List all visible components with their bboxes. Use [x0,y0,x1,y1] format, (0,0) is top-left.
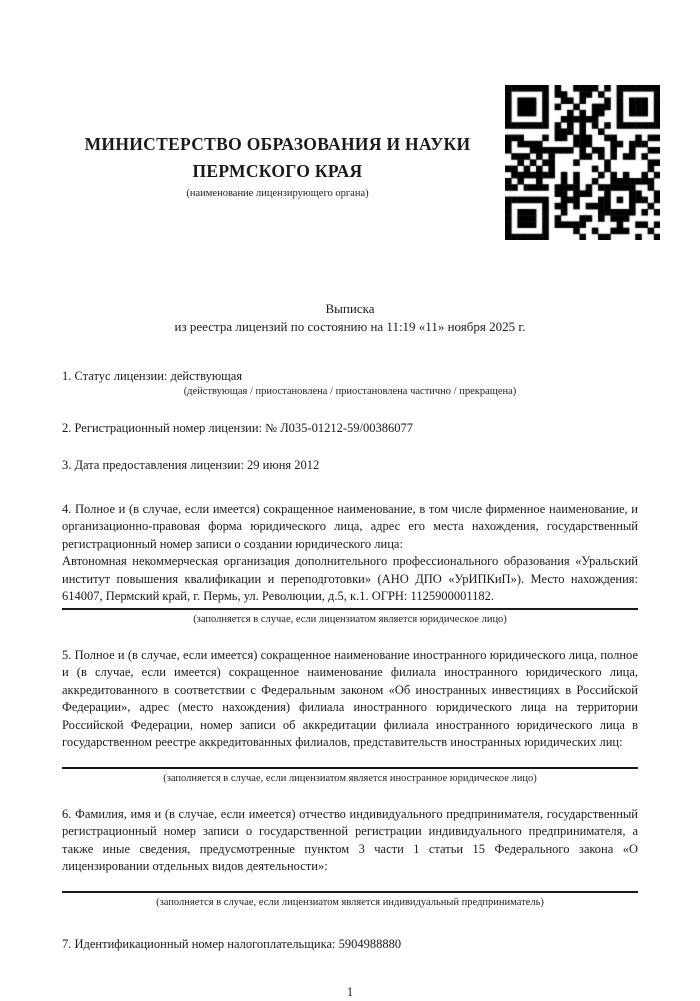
fill-line [62,608,638,610]
taxpayer-number-text: 7. Идентификационный номер налогоплательщика: 5904988880 [62,937,402,952]
registration-number-text: 2. Регистрационный номер лицензии: № Л035-01212-59/00386077 [62,420,413,435]
empty-answer-space [62,876,638,888]
title-line2: из реестра лицензий по состоянию на 11:19 «11» ноября 2025 г. [174,319,526,335]
license-date-text: 3. Дата предоставления лицензии: 29 июня 2012 [62,458,320,473]
document-title [0,300,700,337]
foreign-entity-question: 5. Полное и (в случае, если имеется) сокращенное наименование иностранного юридического лица, полное и (в случае, если имеется) сокращенное наименование филиала иностранного юридического лица, аккредитованного в соответствии с Федеральным законом «Об иностранных инвестициях в Российской Федерации», адрес (место нахождения) филиала иностранного юридического лица на территории Российской Федерации, номер записи об аккредитации филиала иностранного юридического лица в государственном реестре аккредитованных филиалов, представительств иностранных юридических лиц: [62,647,638,750]
empty-answer-space [62,752,638,764]
fill-line [62,767,638,769]
page-number: 1 [346,984,354,999]
item-license-status [62,368,638,400]
individual-entrepreneur-question: 6. Фамилия, имя и (в случае, если имеется) отчество индивидуального предпринимателя, государственный регистрационный номер записи о государственной регистрации индивидуального предпринимателя, а также иные сведения, предусмотренные пунктом 3 части 1 статьи 15 Федерального закона «О лицензировании отдельных видов деятельности»: [62,806,638,874]
item-taxpayer-number [62,936,638,954]
legal-entity-caption: (заполняется в случае, если лицензиатом является юридическое лицо) [193,613,507,625]
license-status-caption: (действующая / приостановлена / приостановлена частично / прекращена) [183,386,517,398]
individual-entrepreneur-caption: (заполняется в случае, если лицензиатом является индивидуальный предприниматель) [156,896,544,908]
legal-entity-question: 4. Полное и (в случае, если имеется) сокращенное наименование, в том числе фирменное наименование, и организационно-правовая форма юридического лица, адрес его места нахождения, государственный регистрационный номер записи о создании юридического лица: [62,501,638,551]
ministry-name-line2: ПЕРМСКОГО КРАЯ [192,161,363,182]
item-license-date [62,457,638,475]
ministry-name-line1: МИНИСТЕРСТВО ОБРАЗОВАНИЯ И НАУКИ [84,134,471,154]
license-status-text: 1. Статус лицензии: действующая [62,368,243,383]
document-header [0,0,700,240]
fill-line [62,891,638,893]
ministry-caption: (наименование лицензирующего органа) [186,188,369,200]
item-foreign-entity [62,647,638,786]
item-registration-number [62,420,638,438]
licensing-authority-block [62,131,505,199]
legal-entity-answer: Автономная некоммерческая организация дополнительного профессионального образования «Уральский институт повышения квалификации и переподготовки» (АНО ДПО «УрИПКиП»). Место нахождения: 614007, Пермский край, г. Пермь, ул. Революции, д.5, к.1. ОГРН: 1125900001182. [62,554,638,604]
item-individual-entrepreneur [62,806,638,910]
foreign-entity-caption: (заполняется в случае, если лицензиатом является иностранное юридическое лицо) [163,772,537,784]
title-line1: Выписка [325,301,375,316]
item-legal-entity [62,501,638,627]
document-body [0,368,700,1001]
qr-code-icon [505,85,660,240]
